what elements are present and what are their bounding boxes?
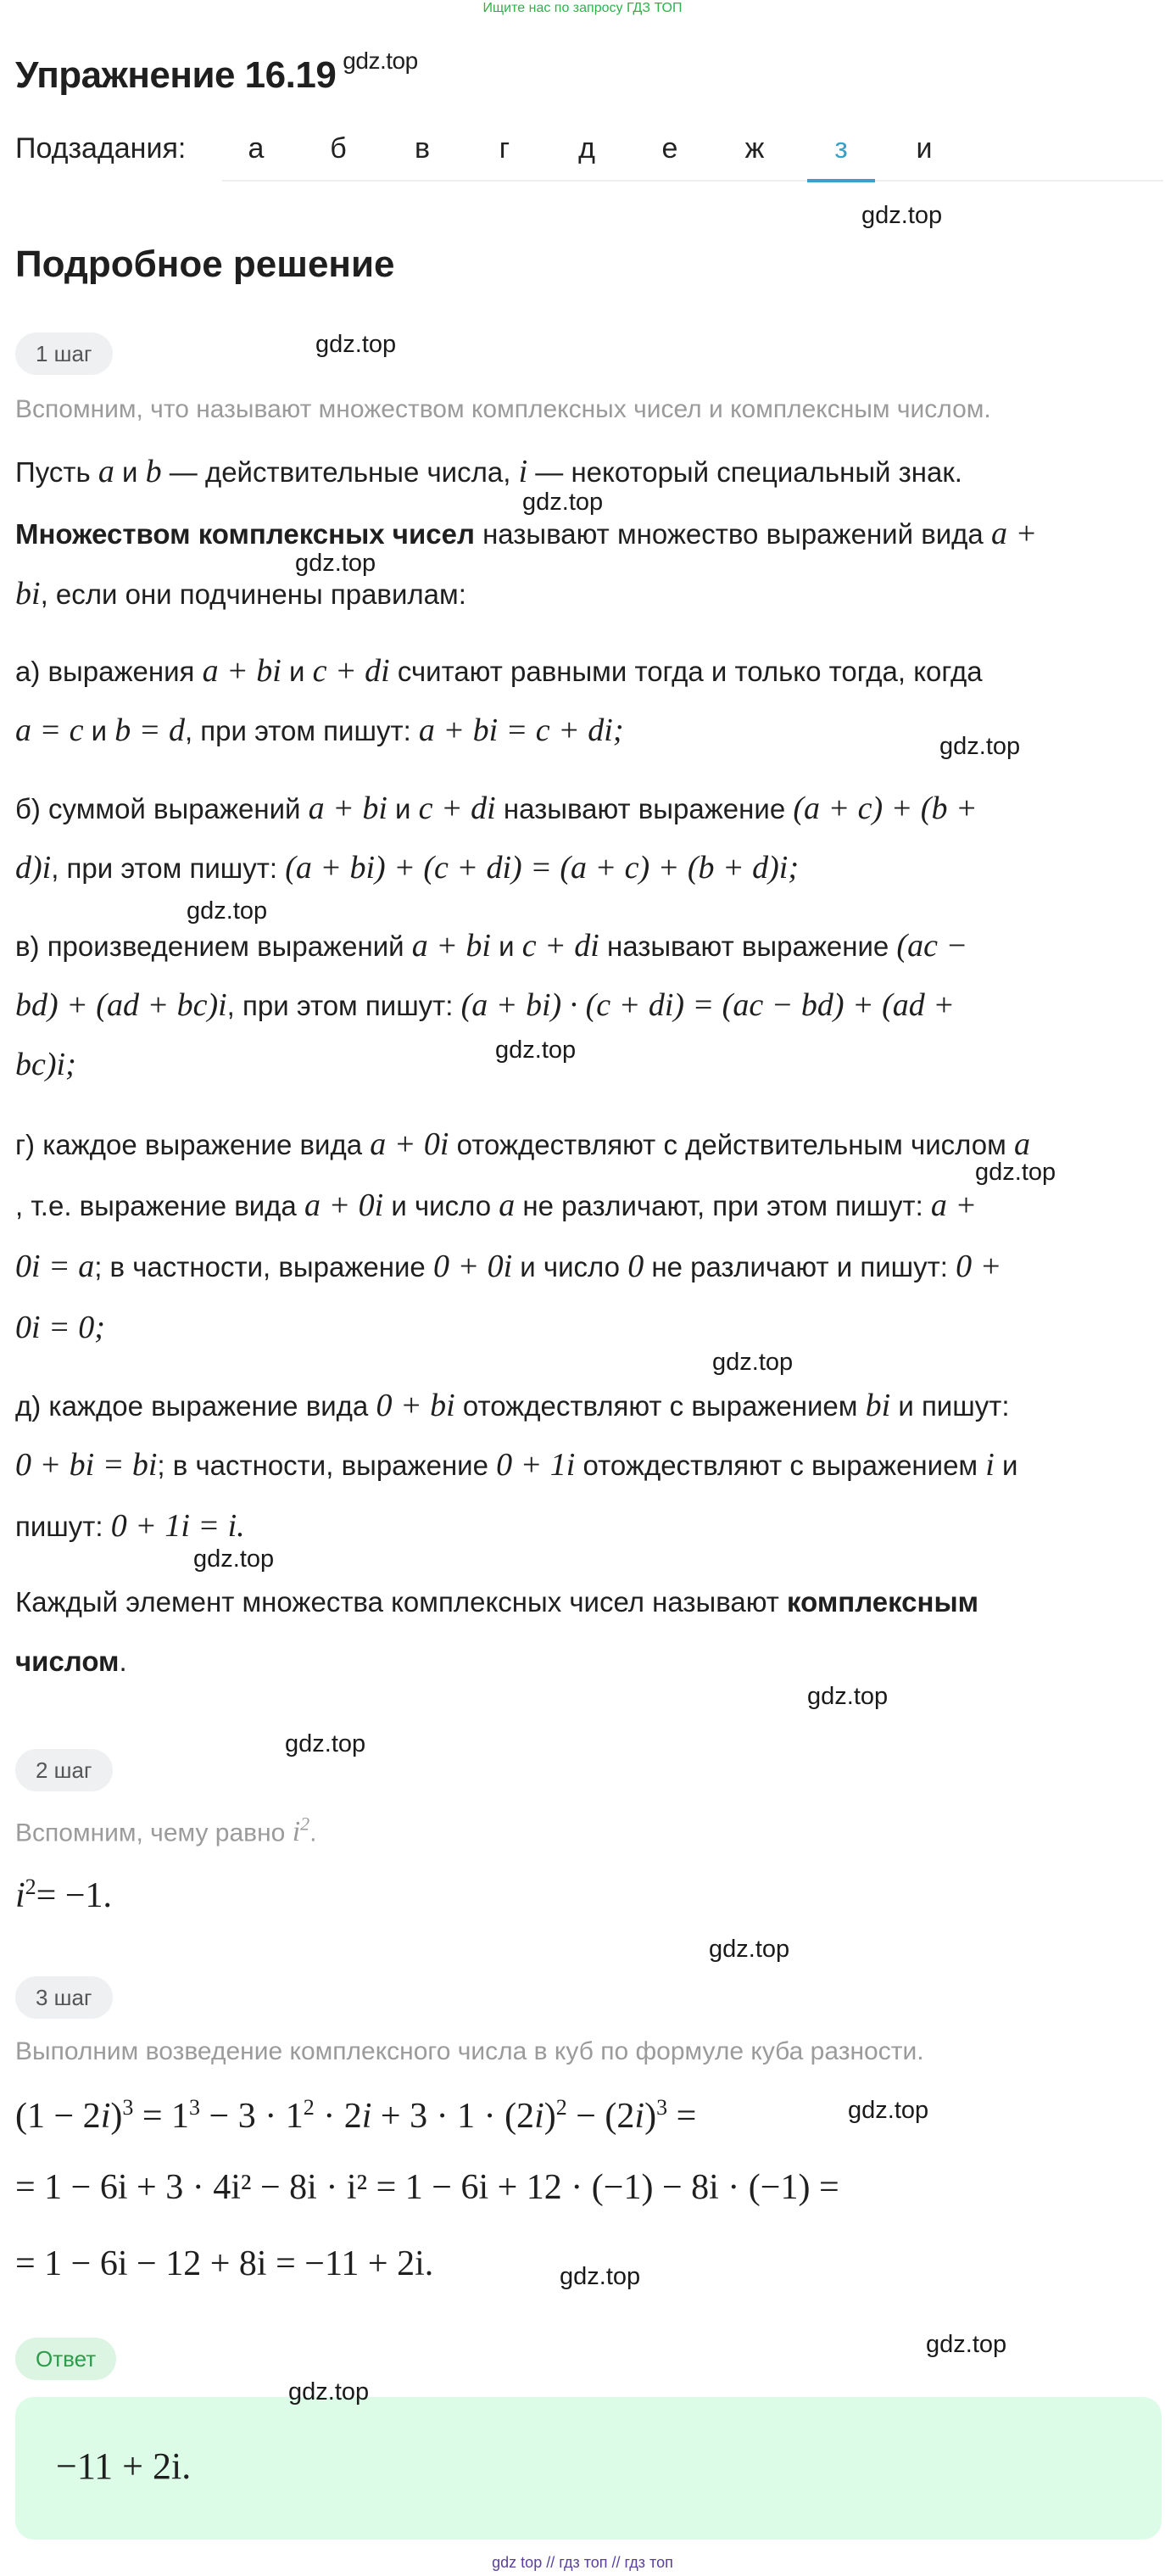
text-line: bi, если они подчинены правилам: [15,576,466,612]
formula-line: $i^2= -1$. [15,1875,113,1915]
watermark: gdz.top [560,2263,641,2290]
tab-b[interactable]: б [330,132,347,165]
text-line: д) каждое выражение вида 0 + bi отождествляют с выражением bi и пишут: [15,1388,1010,1423]
step-badge: 3 шаг [15,1976,113,2019]
tab-z[interactable]: з [834,132,848,165]
watermark: gdz.top [709,1936,790,1963]
text-line: d)i, при этом пишут: (a + bi) + (c + di) = (a + c) + (b + d)i; [15,850,799,886]
text-line: пишут: 0 + 1i = i. [15,1508,245,1544]
watermark: gdz.top [861,202,943,229]
formula-line: = 1 − 6i − 12 + 8i = −11 + 2i. [15,2244,434,2283]
tab-zh[interactable]: ж [744,132,765,165]
answer-value: −11 + 2i. [56,2445,192,2487]
watermark: gdz.top [848,2097,929,2124]
watermark: gdz.top [939,733,1021,760]
step-hint: Вспомним, чему равно $i^2$. [15,1813,317,1848]
text-line: bd) + (ad + bc)i, при этом пишут: (a + bi) · (c + di) = (ac − bd) + (ad + [15,987,955,1023]
active-tab-indicator [807,179,875,182]
subtasks-label: Подзадания: [15,132,187,165]
watermark: gdz.top [285,1730,366,1757]
section-title: Подробное решение [15,243,395,285]
watermark: gdz.top [975,1159,1056,1186]
tab-a[interactable]: а [248,132,265,165]
watermark: gdz.top [807,1683,889,1710]
text-line: г) каждое выражение вида a + 0i отождествляют с действительным числом a [15,1126,1030,1162]
formula-line: = 1 − 6i + 3 · 4i² − 8i · i² = 1 − 6i + 12 · (−1) − 8i · (−1) = [15,2168,839,2207]
footer-links[interactable]: gdz top // гдз топ // гдз топ [492,2554,673,2571]
watermark: gdz.top [193,1545,275,1573]
answer-box [15,2397,1162,2540]
formula-line: $(1 - 2i)^3 = 1^3 - 3 \cdot 1^2 \cdot 2i + 3 \cdot 1 \cdot (2i)^2 - (2i)^3$ = [15,2095,697,2136]
page-title [15,36,418,101]
tab-v[interactable]: в [414,132,431,165]
tab-g[interactable]: г [499,132,510,165]
step-hint: Вспомним, что называют множеством комплексных чисел и комплексным числом. [15,395,991,423]
watermark: gdz.top [295,550,376,577]
step-badge: 2 шаг [15,1749,113,1791]
text-line: б) суммой выражений a + bi и c + di называют выражение (a + c) + (b + [15,791,978,826]
text-line: 0 + bi = bi; в частности, выражение 0 + 1i отождествляют с выражением i и [15,1447,1018,1483]
tab-e[interactable]: е [661,132,678,165]
tab-i[interactable]: и [916,132,933,165]
watermark: gdz.top [315,331,397,358]
watermark: gdz.top [712,1349,794,1376]
watermark: gdz.top [522,489,604,516]
text-line: а) выражения a + bi и c + di считают равными тогда и только тогда, когда [15,653,983,689]
watermark: gdz.top [926,2331,1007,2358]
watermark: gdz.top [495,1037,577,1064]
text-line: 0i = a; в частности, выражение 0 + 0i и число 0 не различают и пишут: 0 + [15,1249,1002,1284]
title-text: Упражнение 16.19 [15,54,337,96]
top-banner[interactable]: Ищите нас по запросу ГДЗ ТОП [482,1,683,15]
text-line: Пусть a и b — действительные числа, i — некоторый специальный знак. [15,454,962,489]
text-line: Каждый элемент множества комплексных чисел называют комплексным [15,1586,979,1618]
text-line: в) произведением выражений a + bi и c + di называют выражение (ac − [15,928,968,964]
text-line: числом. [15,1646,127,1677]
step-hint: Выполним возведение комплексного числа в куб по формуле куба разности. [15,2037,924,2065]
answer-badge: Ответ [15,2338,116,2380]
text-line: Множеством комплексных чисел называют множество выражений вида a + [15,516,1038,551]
text-line: , т.е. выражение вида a + 0i и число a не различают, при этом пишут: a + [15,1187,978,1223]
text-line: 0i = 0; [15,1310,105,1345]
watermark: gdz.top [187,897,268,925]
subtasks-tabs [222,124,1163,182]
watermark: gdz.top [343,47,418,74]
watermark: gdz.top [288,2378,370,2406]
step-badge: 1 шаг [15,332,113,375]
tab-d[interactable]: д [578,132,595,165]
text-line: bc)i; [15,1047,76,1082]
text-line: a = c и b = d, при этом пишут: a + bi = c + di; [15,712,624,748]
